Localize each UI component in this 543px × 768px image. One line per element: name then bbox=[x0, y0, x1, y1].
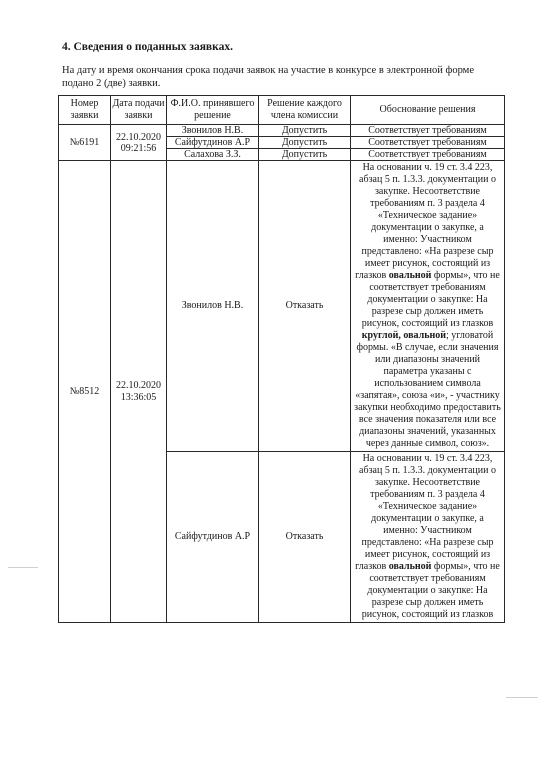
reason-text: На основании ч. 19 ст. 3.4 223, абзац 5 п. 1.3.3. документации о закупке. Несоответствие требованиям п. 3 раздела 4 «Техническое задание» документации о закупке, а именно: Участником представлено: «На разрезе сыр имеет рисунок, состоящий из глазков bbox=[355, 162, 496, 281]
header-reason: Обоснование решения bbox=[351, 96, 505, 125]
applications-table bbox=[58, 95, 505, 623]
header-decision: Решение каждого члена комиссии bbox=[259, 96, 351, 125]
member-decision: Отказать bbox=[259, 452, 351, 623]
reason-text: На основании ч. 19 ст. 3.4 223, абзац 5 п. 1.3.3. документации о закупке. Несоответствие требованиям п. 3 раздела 4 «Техническое задание» документации о закупке, а именно: Участником представлено: «На разрезе сыр имеет рисунок, состоящий из глазков bbox=[355, 453, 496, 572]
member-decision: Допустить bbox=[259, 149, 351, 161]
intro-paragraph: На дату и время окончания срока подачи заявок на участие в конкурсе в электронной форме подано 2 (две) заявки. bbox=[62, 65, 474, 89]
header-date: Дата подачи заявки bbox=[111, 96, 167, 125]
application-time: 09:21:56 bbox=[120, 142, 157, 154]
section-title: 4. Сведения о поданных заявках. bbox=[62, 41, 233, 53]
header-number: Номер заявки bbox=[59, 96, 111, 125]
decision-reason: Соответствует требованиям bbox=[351, 125, 505, 137]
reason-text: формы», что не соответствует требованиям документации о закупке: На разрезе сыр должен иметь рисунок, состоящий из глазков bbox=[361, 561, 500, 620]
table-row bbox=[59, 161, 505, 452]
member-decision: Отказать bbox=[259, 161, 351, 452]
scan-line bbox=[506, 697, 538, 698]
member-name: Сайфутдинов А.Р bbox=[167, 452, 259, 623]
reason-emphasis: овальной bbox=[388, 561, 432, 572]
application-date: 22.10.2020 bbox=[116, 379, 161, 391]
application-datetime bbox=[111, 125, 167, 161]
table-header-row bbox=[59, 96, 505, 125]
member-name: Салахова З.З. bbox=[167, 149, 259, 161]
decision-reason: Соответствует требованиям bbox=[351, 137, 505, 149]
reason-emphasis: овальной bbox=[388, 270, 432, 281]
member-name: Звонилов Н.В. bbox=[167, 161, 259, 452]
header-fio: Ф.И.О. принявшего решение bbox=[167, 96, 259, 125]
member-decision: Допустить bbox=[259, 125, 351, 137]
reason-text: ; угловатой формы. «В случае, если значения или диапазоны значений параметра указаны с использованием символа «запятая», союза «и», - участнику закупки необходимо предоставить все значения показателя или все диапазоны значений, указанных через данные символ, союз». bbox=[354, 330, 501, 449]
decision-reason bbox=[351, 161, 505, 452]
application-number: №8512 bbox=[59, 161, 111, 623]
application-datetime bbox=[111, 161, 167, 623]
decision-reason bbox=[351, 452, 505, 623]
application-time: 13:36:05 bbox=[120, 391, 157, 403]
scan-line bbox=[8, 567, 38, 568]
reason-emphasis: круглой, овальной bbox=[361, 330, 447, 341]
reason-text: формы», что не соответствует требованиям документации о закупке: На разрезе сыр должен иметь рисунок, состоящий из глазков bbox=[361, 270, 500, 329]
member-name: Звонилов Н.В. bbox=[167, 125, 259, 137]
member-name: Сайфутдинов А.Р bbox=[167, 137, 259, 149]
decision-reason: Соответствует требованиям bbox=[351, 149, 505, 161]
member-decision: Допустить bbox=[259, 137, 351, 149]
table-row bbox=[59, 125, 505, 137]
application-number: №6191 bbox=[59, 125, 111, 161]
application-date: 22.10.2020 bbox=[116, 131, 161, 143]
